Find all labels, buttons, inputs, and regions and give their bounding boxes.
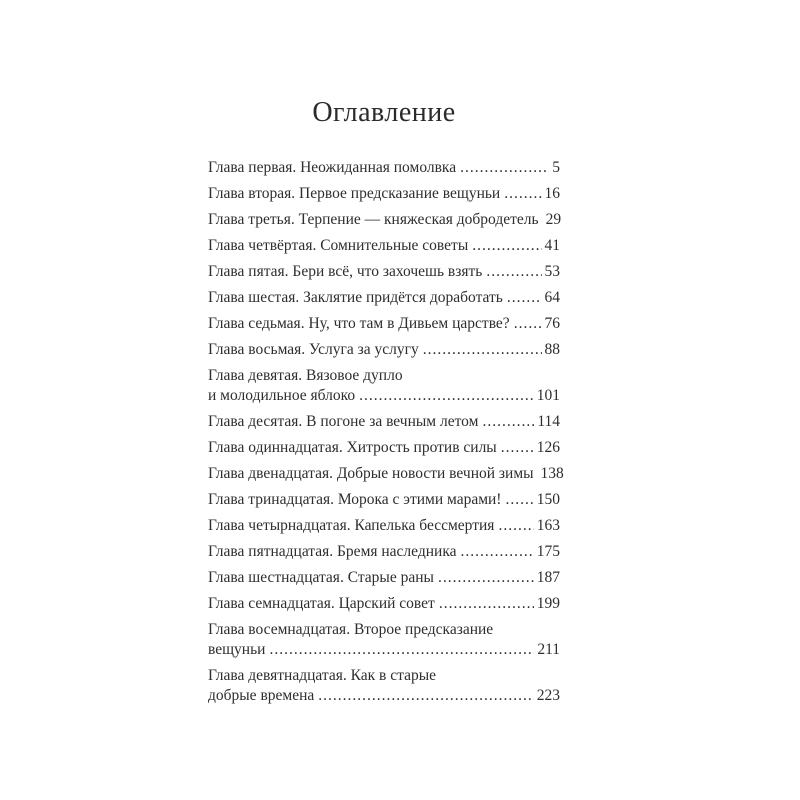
toc-entry [208,490,560,510]
toc-entry [208,516,560,536]
toc-entry-row [208,464,564,484]
dot-leader [507,288,542,308]
toc-entry-row [208,568,560,588]
toc-entry-text: Глава вторая. Первое предсказание вещуньи [208,185,501,202]
toc-entry-page: 114 [537,413,560,430]
toc-entry-row [208,288,560,308]
toc-entry-text: Глава первая. Неожиданная помолвка [208,159,457,176]
dot-leader [504,184,541,204]
toc-entry-row [208,542,560,562]
toc-entry [208,594,560,614]
toc-entry-text: Глава шестнадцатая. Старые раны [208,569,434,586]
toc-entry [208,542,560,562]
toc-entry-row [208,438,560,458]
toc-entry-row [208,314,560,334]
toc-entry-page: 150 [536,491,560,508]
toc-entry [208,314,560,334]
toc-entry-text: добрые времена [208,687,315,704]
toc-entry [208,184,560,204]
toc-entry-row [208,236,560,256]
content-column [208,96,564,706]
toc-entry-text: Глава восьмая. Услуга за услугу [208,341,419,358]
toc-entry-text: Глава седьмая. Ну, что там в Дивьем царстве? [208,315,510,332]
toc-entry-page: 41 [544,237,560,254]
dot-leader [486,262,541,282]
dot-leader [498,516,533,536]
dot-leader [460,158,549,178]
toc-entry-text: Глава одиннадцатая. Хитрость против силы [208,439,497,456]
toc-entry-page: 163 [536,517,560,534]
toc-entry-text: Глава десятая. В погоне за вечным летом [208,413,479,430]
toc-entry [208,210,560,230]
toc-entry-text: Глава семнадцатая. Царский совет [208,595,435,612]
toc-entry-page: 138 [540,465,564,482]
toc-list [208,158,564,706]
toc-entry-text: Глава пятнадцатая. Бремя наследника [208,543,457,560]
toc-entry [208,464,564,484]
toc-entry-page: 64 [544,289,560,306]
toc-entry-text: Глава девятая. Вязовое дупло [208,367,403,384]
toc-entry-text: Глава четырнадцатая. Капелька бессмертия [208,517,495,534]
toc-entry-page: 53 [544,263,560,280]
toc-entry [208,158,560,178]
page-title: Оглавление [312,97,456,128]
toc-entry-page: 187 [536,569,560,586]
toc-entry [208,366,560,406]
toc-entry-page: 101 [536,387,560,404]
toc-entry-text: Глава тринадцатая. Морока с этими марами! [208,491,502,508]
toc-entry-text: Глава шестая. Заклятие придётся доработать [208,289,503,306]
dot-leader [482,412,534,432]
dot-leader [439,594,534,614]
dot-leader [318,686,533,706]
toc-entry-page: 16 [544,185,560,202]
toc-entry-row [208,516,560,536]
toc-entry [208,236,560,256]
toc-entry-text: Глава двенадцатая. Добрые новости вечной зимы [208,465,534,482]
toc-entry-text: и молодильное яблоко [208,387,356,404]
dot-leader [514,314,542,334]
dot-leader [359,386,534,406]
toc-entry-row [208,686,560,706]
toc-entry-page: 29 [545,211,562,228]
toc-entry-page: 211 [537,641,560,658]
dot-leader [505,490,533,510]
toc-entry-row [208,640,560,660]
toc-entry-page: 5 [552,159,560,176]
toc-entry-row [208,386,560,406]
toc-entry-row [208,412,560,432]
toc-entry-page: 126 [536,439,560,456]
toc-entry-row [208,158,560,178]
toc-entry [208,620,560,660]
toc-entry-text: Глава четвёртая. Сомнительные советы [208,237,469,254]
toc-entry [208,288,560,308]
toc-entry-page: 76 [544,315,560,332]
toc-entry-page: 88 [544,341,560,358]
toc-entry-page: 175 [536,543,560,560]
dot-leader [461,542,534,562]
toc-entry-text: Глава третья. Терпение — княжеская добродетель [208,211,539,228]
toc-entry-text: Глава пятая. Бери всё, что захочешь взять [208,263,483,280]
toc-entry [208,340,560,360]
toc-entry-text: вещуньи [208,641,266,658]
toc-entry-page: 199 [536,595,560,612]
toc-entry [208,666,560,706]
toc-entry [208,262,560,282]
dot-leader [423,340,542,360]
toc-entry-row [208,262,560,282]
toc-entry-text: Глава восемнадцатая. Второе предсказание [208,621,494,638]
dot-leader [501,438,534,458]
dot-leader [472,236,541,256]
toc-entry-row [208,184,560,204]
toc-entry-row [208,340,560,360]
dot-leader [269,640,534,660]
toc-entry [208,412,560,432]
dot-leader [438,568,534,588]
toc-entry-row [208,210,560,230]
toc-entry [208,438,560,458]
toc-entry [208,568,560,588]
toc-entry-row [208,490,560,510]
toc-entry-text: Глава девятнадцатая. Как в старые [208,667,436,684]
toc-entry-page: 223 [536,687,560,704]
toc-entry-row [208,594,560,614]
